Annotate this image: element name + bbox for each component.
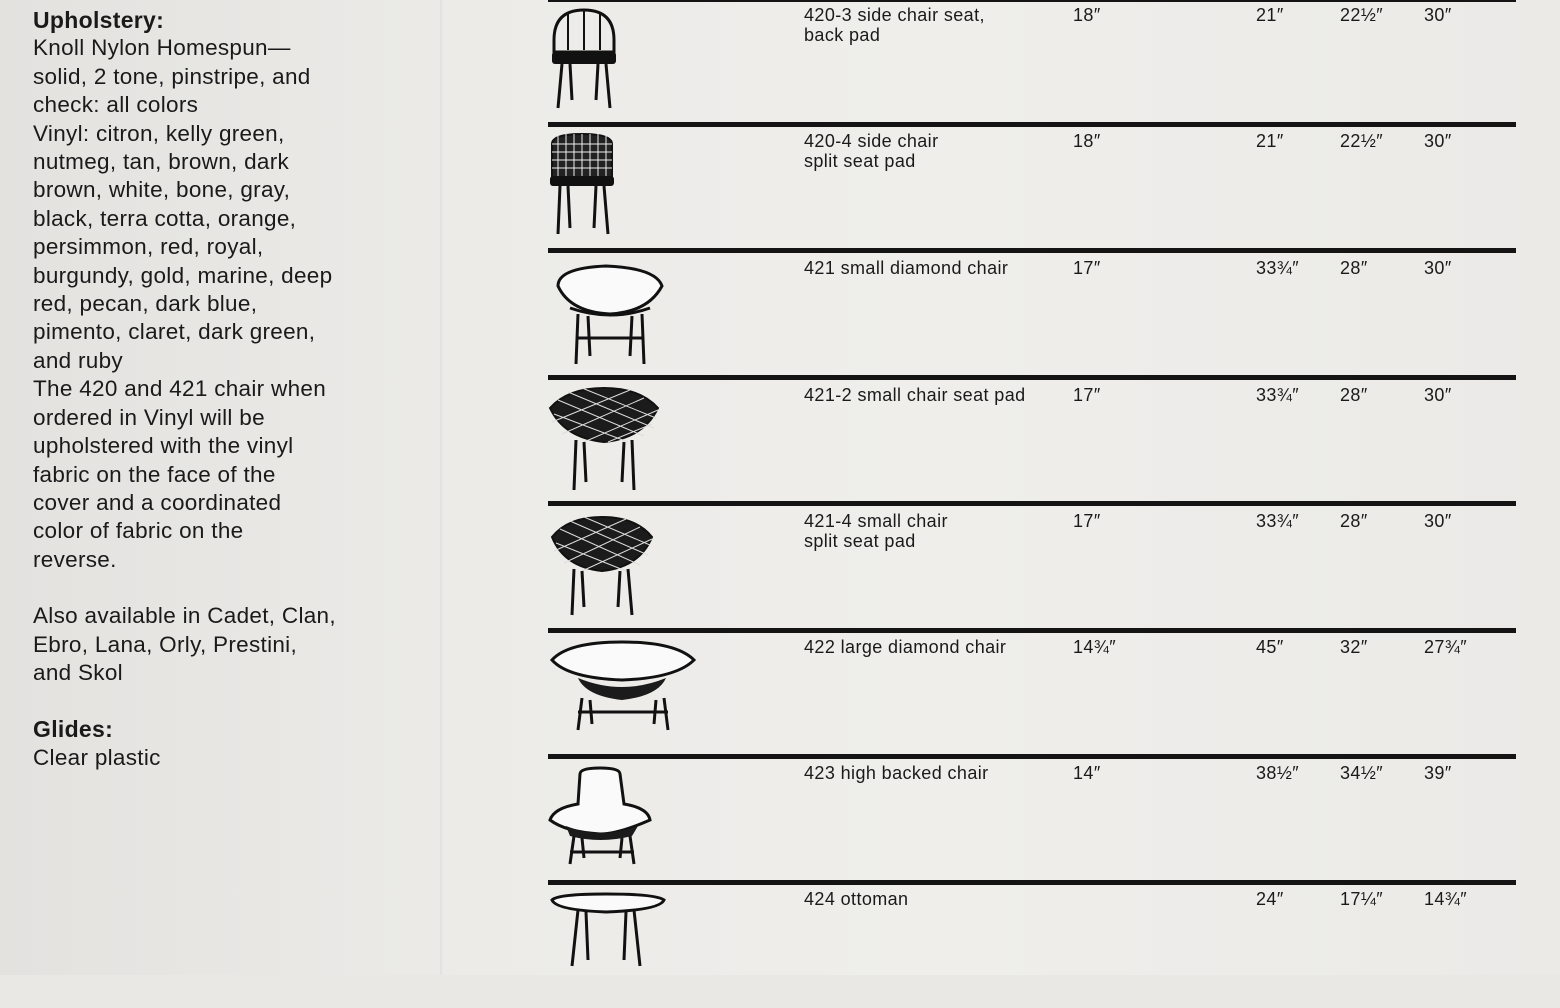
dim-3: 17¼″ [1340, 889, 1384, 909]
dim-3: 28″ [1340, 511, 1368, 531]
dim-3: 32″ [1340, 637, 1368, 657]
upholstery-line: reverse. [33, 546, 117, 572]
upholstery-line: Knoll Nylon Homespun— [33, 35, 291, 61]
page-fold [440, 0, 442, 975]
upholstery-section [33, 6, 413, 772]
high-backed-chair-icon [548, 764, 698, 882]
upholstery-line: Vinyl: citron, kelly green, [33, 120, 285, 146]
row-rule [548, 0, 1516, 2]
dim-4: 30″ [1424, 131, 1452, 151]
dim-4: 30″ [1424, 511, 1452, 531]
also-available-line: Ebro, Lana, Orly, Prestini, [33, 631, 298, 657]
upholstery-line: brown, white, bone, gray, [33, 177, 291, 203]
upholstery-heading: Upholstery: [33, 7, 165, 33]
upholstery-line: black, terra cotta, orange, [33, 205, 297, 231]
dim-4: 39″ [1424, 763, 1452, 783]
dim-2: 21″ [1256, 5, 1284, 25]
upholstery-line: nutmeg, tan, brown, dark [33, 149, 290, 175]
upholstery-line: persimmon, red, royal, [33, 234, 264, 260]
dim-3: 28″ [1340, 258, 1368, 278]
dim-4: 27¾″ [1424, 637, 1468, 657]
dim-1: 17″ [1073, 258, 1101, 278]
side-chair-back-pad-icon [548, 4, 698, 122]
row-rule [548, 501, 1516, 506]
also-available-line: and Skol [33, 659, 123, 685]
also-available-line: Also available in Cadet, Clan, [33, 603, 336, 629]
product-name: 420-4 side chair split seat pad [804, 131, 939, 171]
dim-2: 33¾″ [1256, 385, 1300, 405]
dim-1: 17″ [1073, 385, 1101, 405]
product-name: 421 small diamond chair [804, 258, 1009, 278]
dim-2: 33¾″ [1256, 258, 1300, 278]
dim-3: 28″ [1340, 385, 1368, 405]
dim-4: 30″ [1424, 385, 1452, 405]
dim-3: 22½″ [1340, 5, 1384, 25]
ottoman-icon [548, 890, 698, 1008]
dim-2: 33¾″ [1256, 511, 1300, 531]
row-rule [548, 375, 1516, 380]
dim-2: 38½″ [1256, 763, 1300, 783]
upholstery-line: and ruby [33, 347, 123, 373]
dim-1: 17″ [1073, 511, 1101, 531]
upholstery-line: red, pecan, dark blue, [33, 291, 258, 317]
row-rule [548, 122, 1516, 127]
large-diamond-chair-icon [548, 638, 698, 756]
upholstery-line: check: all colors [33, 92, 199, 118]
side-chair-wire-icon [548, 130, 698, 248]
product-name: 423 high backed chair [804, 763, 989, 783]
upholstery-line: cover and a coordinated [33, 489, 282, 515]
upholstery-line: color of fabric on the [33, 518, 244, 544]
upholstery-line: solid, 2 tone, pinstripe, and [33, 63, 311, 89]
product-name: 421-4 small chair split seat pad [804, 511, 948, 551]
row-rule [548, 880, 1516, 885]
dim-1: 18″ [1073, 131, 1101, 151]
dim-1: 18″ [1073, 5, 1101, 25]
product-name: 424 ottoman [804, 889, 909, 909]
row-rule [548, 248, 1516, 253]
small-chair-seat-pad-icon [548, 384, 698, 502]
product-name: 422 large diamond chair [804, 637, 1007, 657]
dim-4: 30″ [1424, 258, 1452, 278]
dim-2: 24″ [1256, 889, 1284, 909]
upholstery-line: fabric on the face of the [33, 461, 276, 487]
product-name: 420-3 side chair seat, back pad [804, 5, 985, 45]
dim-2: 21″ [1256, 131, 1284, 151]
row-rule [548, 754, 1516, 759]
dim-4: 14¾″ [1424, 889, 1468, 909]
upholstery-line: burgundy, gold, marine, deep [33, 262, 333, 288]
dim-1: 14¾″ [1073, 637, 1117, 657]
upholstery-line: upholstered with the vinyl [33, 433, 294, 459]
dim-1: 14″ [1073, 763, 1101, 783]
glides-heading: Glides: [33, 716, 114, 743]
small-chair-split-pad-icon [548, 511, 698, 629]
dim-3: 22½″ [1340, 131, 1384, 151]
upholstery-line: ordered in Vinyl will be [33, 404, 265, 430]
row-rule [548, 628, 1516, 633]
dim-3: 34½″ [1340, 763, 1384, 783]
product-name: 421-2 small chair seat pad [804, 385, 1026, 405]
glides-text: Clear plastic [33, 744, 161, 770]
dim-2: 45″ [1256, 637, 1284, 657]
small-diamond-chair-icon [548, 256, 698, 374]
upholstery-line: The 420 and 421 chair when [33, 376, 327, 402]
upholstery-line: pimento, claret, dark green, [33, 319, 316, 345]
dim-4: 30″ [1424, 5, 1452, 25]
